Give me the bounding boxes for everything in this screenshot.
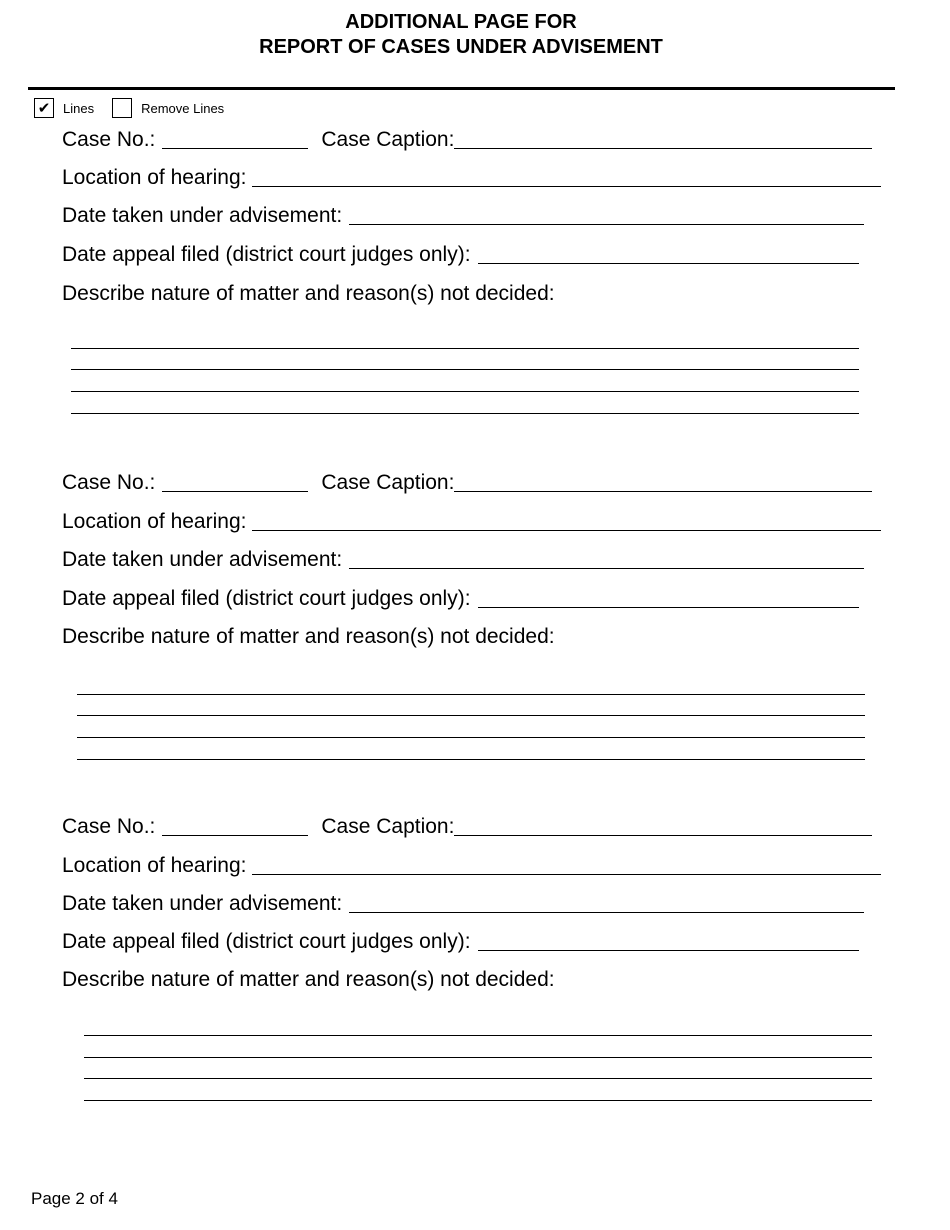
date-appeal-label: Date appeal filed (district court judges only):	[62, 930, 471, 953]
page-number: Page 2 of 4	[31, 1189, 118, 1208]
describe-line[interactable]	[77, 715, 865, 716]
case-no-field[interactable]	[162, 815, 308, 836]
date-taken-field[interactable]	[349, 204, 864, 225]
case-block-2-date-taken-row	[62, 548, 864, 572]
describe-label: Describe nature of matter and reason(s) not decided:	[62, 625, 555, 648]
describe-line[interactable]	[77, 737, 865, 738]
date-taken-label: Date taken under advisement:	[62, 892, 343, 915]
case-caption-field[interactable]	[454, 471, 872, 492]
case-no-label: Case No.:	[62, 471, 156, 494]
case-no-field[interactable]	[162, 471, 308, 492]
case-block-2-location-row	[62, 510, 881, 534]
date-taken-field[interactable]	[349, 892, 864, 913]
describe-label: Describe nature of matter and reason(s) not decided:	[62, 282, 555, 305]
describe-line[interactable]	[71, 391, 859, 392]
location-field[interactable]	[252, 510, 881, 531]
case-block-2-date-appeal-row	[62, 587, 859, 611]
describe-line[interactable]	[84, 1078, 872, 1079]
case-block-3-describe-row	[62, 968, 555, 992]
case-block-3-date-taken-row	[62, 892, 864, 916]
title-line-2: REPORT OF CASES UNDER ADVISEMENT	[259, 36, 663, 58]
case-block-1-location-row	[62, 166, 881, 190]
case-block-1-date-appeal-row	[62, 243, 859, 267]
page-title	[0, 10, 922, 60]
case-block-3-case-row	[62, 815, 872, 839]
remove-lines-label: Remove Lines	[141, 100, 225, 116]
case-block-1-describe-row	[62, 282, 555, 306]
remove-lines-checkbox[interactable]	[112, 98, 132, 118]
title-line-1: ADDITIONAL PAGE FOR	[345, 11, 577, 33]
describe-line[interactable]	[77, 759, 865, 760]
case-caption-label: Case Caption:	[321, 128, 455, 151]
case-caption-label: Case Caption:	[321, 815, 455, 838]
date-appeal-label: Date appeal filed (district court judges only):	[62, 587, 471, 610]
describe-label: Describe nature of matter and reason(s) not decided:	[62, 968, 555, 991]
case-caption-field[interactable]	[454, 128, 872, 149]
location-label: Location of hearing:	[62, 854, 247, 877]
case-no-field[interactable]	[162, 128, 308, 149]
date-taken-label: Date taken under advisement:	[62, 548, 343, 571]
describe-line[interactable]	[84, 1057, 872, 1058]
describe-line[interactable]	[84, 1035, 872, 1036]
date-appeal-label: Date appeal filed (district court judges only):	[62, 243, 471, 266]
location-field[interactable]	[252, 166, 881, 187]
date-taken-field[interactable]	[349, 548, 864, 569]
location-label: Location of hearing:	[62, 510, 247, 533]
case-block-2-case-row	[62, 471, 872, 495]
lines-checkbox[interactable]: ✔	[34, 98, 54, 118]
lines-label: Lines	[63, 100, 95, 116]
date-appeal-field[interactable]	[478, 243, 859, 264]
location-label: Location of hearing:	[62, 166, 247, 189]
date-appeal-field[interactable]	[478, 587, 859, 608]
header-divider	[28, 87, 895, 90]
describe-line[interactable]	[71, 413, 859, 414]
describe-line[interactable]	[71, 348, 859, 349]
case-block-1-date-taken-row	[62, 204, 864, 228]
case-no-label: Case No.:	[62, 128, 156, 151]
describe-line[interactable]	[77, 694, 865, 695]
case-block-3-location-row	[62, 854, 881, 878]
case-block-3-date-appeal-row	[62, 930, 859, 954]
case-block-1-case-row	[62, 128, 872, 152]
case-no-label: Case No.:	[62, 815, 156, 838]
case-block-2-describe-row	[62, 625, 555, 649]
line-options	[34, 98, 242, 118]
case-caption-field[interactable]	[454, 815, 872, 836]
date-appeal-field[interactable]	[478, 930, 859, 951]
case-caption-label: Case Caption:	[321, 471, 455, 494]
describe-line[interactable]	[84, 1100, 872, 1101]
describe-line[interactable]	[71, 369, 859, 370]
date-taken-label: Date taken under advisement:	[62, 204, 343, 227]
location-field[interactable]	[252, 854, 881, 875]
